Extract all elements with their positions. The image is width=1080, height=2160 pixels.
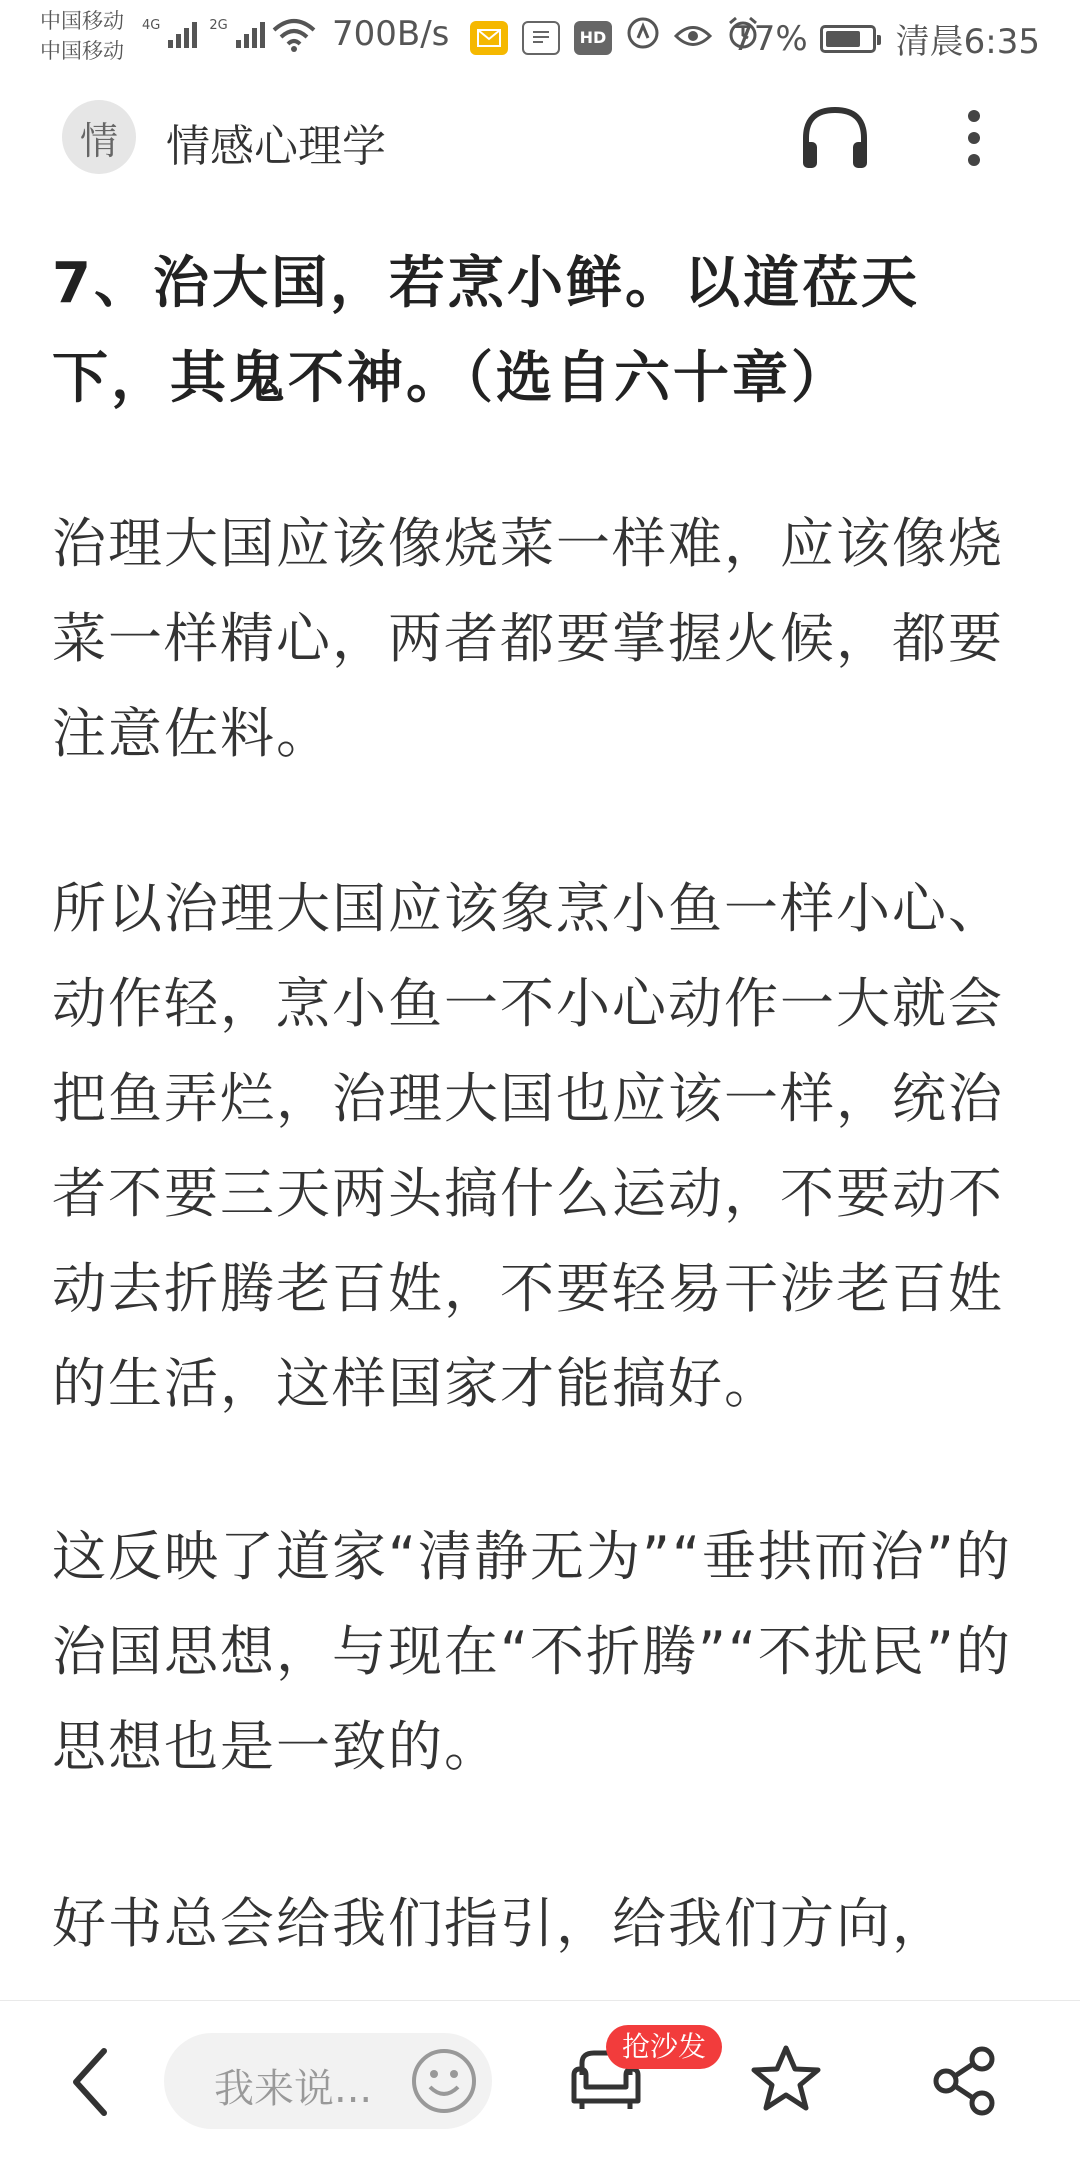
channel-name[interactable]: 情感心理学 — [166, 121, 386, 172]
battery-icon — [820, 25, 876, 53]
share-icon[interactable] — [930, 2045, 1000, 2121]
headphone-icon[interactable] — [798, 102, 872, 178]
notification-icons — [470, 16, 760, 59]
mail-icon — [470, 21, 508, 55]
article-paragraph: 治理大国应该像烧菜一样难，应该像烧菜一样精心，两者都要掌握火候，都要注意佐料。 — [52, 512, 1004, 765]
carrier-info — [40, 6, 124, 66]
article-content — [52, 236, 1032, 1971]
status-bar — [0, 0, 1080, 72]
comment-placeholder: 我来说... — [214, 2066, 373, 2112]
signal-2-icon — [236, 18, 265, 48]
back-icon[interactable] — [70, 2047, 110, 2121]
news-icon — [522, 21, 560, 55]
app-header — [0, 96, 1080, 186]
channel-avatar[interactable]: 情 — [62, 100, 136, 174]
smile-icon[interactable] — [410, 2047, 478, 2119]
article-paragraph: 所以治理大国应该象烹小鱼一样小心、动作轻，烹小鱼一不小心动作一大就会把鱼弄烂，治理大国也应该一样，统治者不要三天两头搞什么运动，不要动不动去折腾老百姓，不要轻易干涉老百姓的生活，这样国家才能搞好。 — [52, 877, 1004, 1415]
article-heading: 7、治大国，若烹小鲜。以道莅天下，其鬼不神。（选自六十章） — [52, 251, 920, 411]
signal-1-icon — [168, 18, 197, 48]
hd-icon: HD — [574, 21, 612, 55]
sofa-badge[interactable]: 抢沙发 — [606, 2025, 722, 2069]
signal-1-type: 4G — [142, 18, 161, 33]
network-speed: 700B/s — [332, 14, 450, 54]
data-saver-icon — [626, 16, 660, 59]
signal-indicators — [142, 18, 265, 48]
star-icon[interactable] — [750, 2043, 822, 2119]
carrier-1: 中国移动 — [40, 9, 124, 33]
bottom-action-bar — [0, 2000, 1080, 2160]
more-icon[interactable] — [966, 108, 982, 172]
article-paragraph: 这反映了道家“清静无为”“垂拱而治”的治国思想，与现在“不折腾”“不扰民”的思想也是一致的。 — [52, 1525, 1012, 1778]
status-right — [732, 14, 1040, 63]
battery-percent: 77% — [732, 18, 808, 59]
article-paragraph: 好书总会给我们指引，给我们方向， — [52, 1892, 948, 1955]
carrier-2: 中国移动 — [40, 39, 124, 63]
clock: 清晨6:35 — [895, 22, 1040, 62]
wifi-icon — [272, 18, 316, 61]
comment-input[interactable] — [164, 2033, 492, 2129]
signal-2-type: 2G — [209, 18, 228, 33]
eye-icon — [674, 18, 712, 58]
battery-level — [826, 31, 860, 47]
